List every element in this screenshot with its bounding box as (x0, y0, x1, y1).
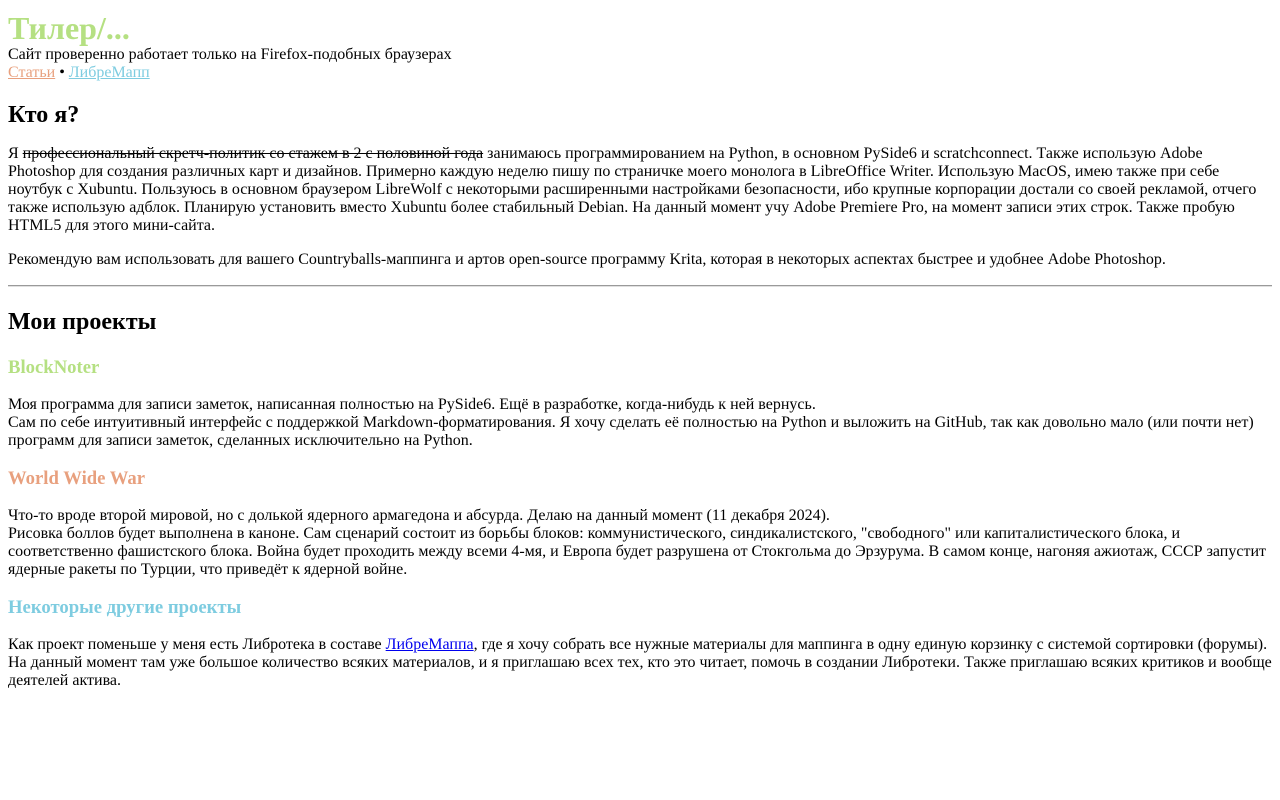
project-title-other: Некоторые другие проекты (8, 597, 242, 618)
project-description-blocknoter (8, 396, 1272, 450)
project-description-other (8, 636, 1272, 690)
section-divider (8, 285, 1272, 287)
about-prefix: Я (8, 145, 23, 162)
recommendation-paragraph: Рекомендую вам использовать для вашего Countryballs-маппинга и артов open-source программу Krita, которая в некоторых аспектах быстрее и удобнее Adobe Photoshop. (8, 251, 1166, 268)
www-line-1: Что-то вроде второй мировой, но с долькой ядерного армагедона и абсурда. Делаю на данный момент (11 декабря 2024). (8, 507, 830, 524)
site-title: Тилер/... (8, 10, 130, 46)
project-description-www (8, 507, 1272, 579)
about-text: занимаюсь программированием на Python, в основном PySide6 и scratchconnect. Также использую Adobe Photoshop для создания различных карт и дизайнов. Примерно каждую неделю пишу по страничке моего монолога в LibreOffice Writer. Использую MacOS, имею также при себе ноутбук с Xubuntu. Пользуюсь в основном браузером LibreWolf с некоторыми расширенными настройками безопасности, ибо крупные корпорации достали со своей рекламой, отчего также использую адблок. Планирую установить вместо Xubuntu более стабильный Debian. На данный момент учу Adobe Premiere Pro, на момент записи этих строк. Также пробую HTML5 для этого мини-сайта. (8, 145, 1257, 234)
browser-note: Сайт проверенно работает только на Firefox-подобных браузерах (8, 46, 452, 63)
about-paragraph (8, 145, 1272, 235)
projects-heading: Мои проекты (8, 309, 157, 335)
nav-link-articles[interactable]: Статьи (8, 64, 56, 81)
other-prefix: Как проект поменьше у меня есть Либротека в составе (8, 636, 386, 653)
nav-link-libremapp[interactable]: ЛибреМапп (68, 64, 150, 81)
about-heading: Кто я? (8, 102, 80, 128)
www-line-2: Рисовка боллов будет выполнена в каноне. Сам сценарий состоит из борьбы блоков: коммунистического, синдикалистского, "свободного" или капиталистического блока, и соответственно фашистского блока. Война будет проходить между всеми 4-мя, и Европа будет разрушена от Стокгольма до Эрзурума. В самом конце, нагоняя ажиотаж, СССР запустит ядерные ракеты по Турции, что приведёт к ядерной войне. (8, 525, 1266, 578)
nav-separator: • (55, 64, 69, 81)
struck-text: профессиональный скретч-политик со стажем в 2 с половиной года (22, 145, 484, 162)
site-header (8, 10, 1272, 82)
libremapp-inline-link[interactable]: ЛибреМаппа (385, 636, 474, 653)
project-title-www: World Wide War (8, 468, 146, 489)
project-title-blocknoter: BlockNoter (8, 357, 100, 378)
main-nav (8, 64, 1272, 82)
blocknoter-line-1: Моя программа для записи заметок, написанная полностью на PySide6. Ещё в разработке, когда-нибудь к ней вернусь. (8, 396, 816, 413)
other-suffix: , где я хочу собрать все нужные материалы для маппинга в одну единую корзинку с системой сортировки (форумы). На данный момент там уже большое количество всяких материалов, и я приглашаю всех тех, кто это читает, помочь в создании Либротеки. Также приглашаю всяких критиков и вообще деятелей актива. (8, 636, 1272, 689)
blocknoter-line-2: Сам по себе интуитивный интерфейс с поддержкой Markdown-форматирования. Я хочу сделать её полностью на Python и выложить на GitHub, так как довольно мало (или почти нет) программ для записи заметок, сделанных исключительно на Python. (8, 414, 1254, 449)
about-section (8, 101, 1272, 269)
projects-section (8, 308, 1272, 690)
